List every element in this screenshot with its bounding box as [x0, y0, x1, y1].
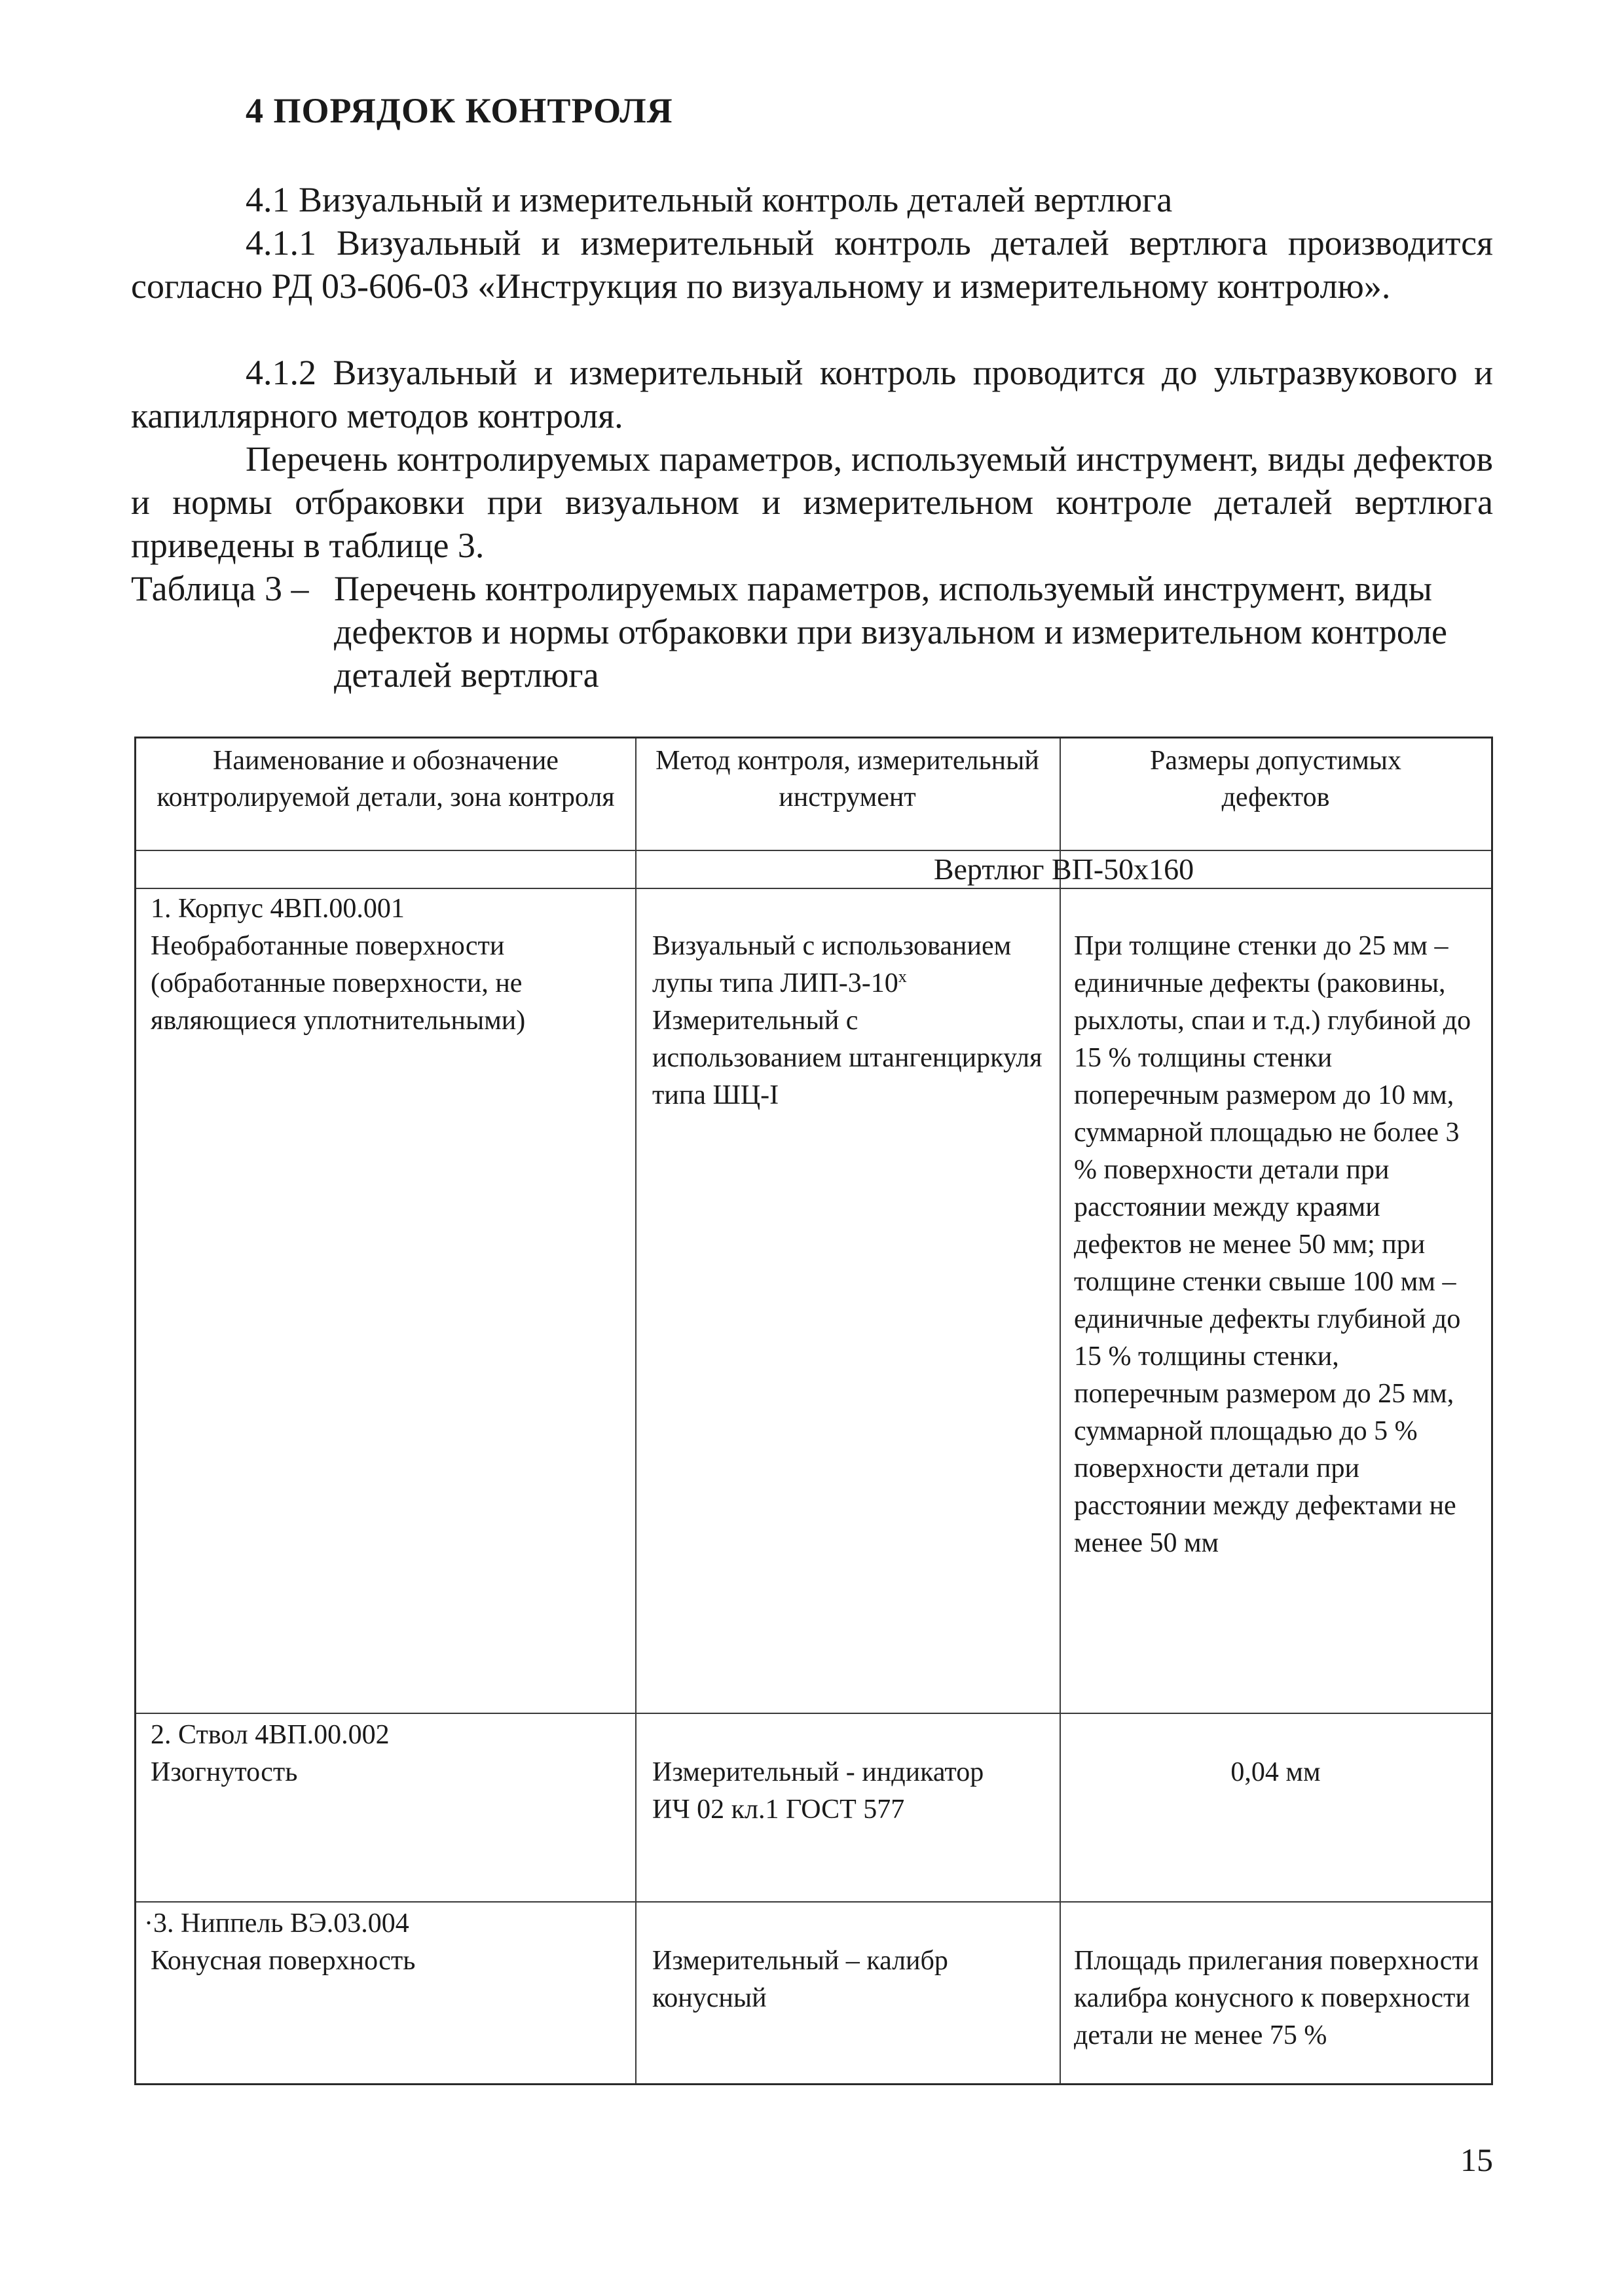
table-group-divider	[136, 888, 1491, 889]
paragraph-4-1-2: 4.1.2 Визуальный и измерительный контроль проводится до ультразвукового и капиллярного методов контроля.	[131, 353, 1493, 435]
row1-part: 1. Корпус 4ВП.00.001	[151, 894, 405, 924]
table-caption	[131, 567, 1493, 697]
row2-zone: Изогнутость	[151, 1757, 298, 1787]
row1-defects: При толщине стенки до 25 мм – единичные дефекты (раковины, рыхлоты, спаи и т.д.) глубиной до 15 % толщины стенки поперечным размером до 10 мм, суммарной площадью не более 3 % поверхности детали при расстоянии между краями дефектов не менее 50 мм; при толщине стенки свыше 100 мм – единичные дефекты глубиной до 15 % толщины стенки, поперечным размером до 25 мм, суммарной площадью до 5 % поверхности детали при расстоянии между дефектами не менее 50 мм	[1074, 931, 1471, 1558]
row2-part: 2. Ствол 4ВП.00.002	[151, 1720, 390, 1750]
header-defect-sizes: Размеры допустимых дефектов	[1149, 746, 1402, 812]
row1-zone: Необработанные поверхности (обработанные поверхности, не являющиеся уплотнительными)	[151, 931, 526, 1036]
table-group-title: Вертлюг ВП-50х160	[933, 852, 1194, 886]
row2-defects: 0,04 мм	[1230, 1757, 1321, 1787]
table-row-divider	[136, 1901, 1491, 1903]
inspection-table	[134, 737, 1493, 2085]
paragraph-table-reference: Перечень контролируемых параметров, используемый инструмент, виды дефектов и нормы отбраковки при визуальном и измерительном контроле деталей вертлюга приведены в таблице 3.	[131, 439, 1493, 565]
table-column-divider	[635, 738, 637, 2083]
section-title: 4 ПОРЯДОК КОНТРОЛЯ	[246, 91, 673, 130]
table-caption-lead: Таблица 3 –	[131, 569, 318, 608]
row3-part: ·3. Ниппель ВЭ.03.004	[144, 1908, 409, 1939]
row1-method-visual: Визуальный с использованием лупы типа ЛИП-3-10	[652, 931, 1012, 998]
row3-zone: Конусная поверхность	[151, 1946, 416, 1976]
paragraph-4-1-1: 4.1.1 Визуальный и измерительный контроль деталей вертлюга производится согласно РД 03-606-03 «Инструкция по визуальному и измерительному контролю».	[131, 223, 1493, 306]
header-method: Метод контроля, измерительный инструмент	[655, 746, 1039, 812]
table-row-divider	[136, 1713, 1491, 1714]
row1-method-visual-sup: х	[898, 967, 907, 986]
table-column-divider	[1060, 738, 1061, 2083]
row3-method: Измерительный – калибр конусный	[652, 1946, 948, 2013]
row1-method-measure: Измерительный с использованием штангенциркуля типа ШЦ-I	[652, 1006, 1043, 1110]
row2-method: Измерительный - индикатор ИЧ 02 кл.1 ГОСТ 577	[652, 1757, 984, 1825]
row3-defects: Площадь прилегания поверхности калибра конусного к поверхности детали не менее 75 %	[1074, 1946, 1479, 2050]
page-number: 15	[1460, 2141, 1493, 2178]
paragraph-4-1: 4.1 Визуальный и измерительный контроль деталей вертлюга	[246, 180, 1173, 219]
table-caption-body: Перечень контролируемых параметров, используемый инструмент, виды дефектов и нормы отбраковки при визуальном и измерительном контроле деталей вертлюга	[334, 569, 1448, 695]
header-part-zone: Наименование и обозначение контролируемой детали, зона контроля	[157, 746, 615, 812]
row1-method	[652, 928, 1052, 1114]
